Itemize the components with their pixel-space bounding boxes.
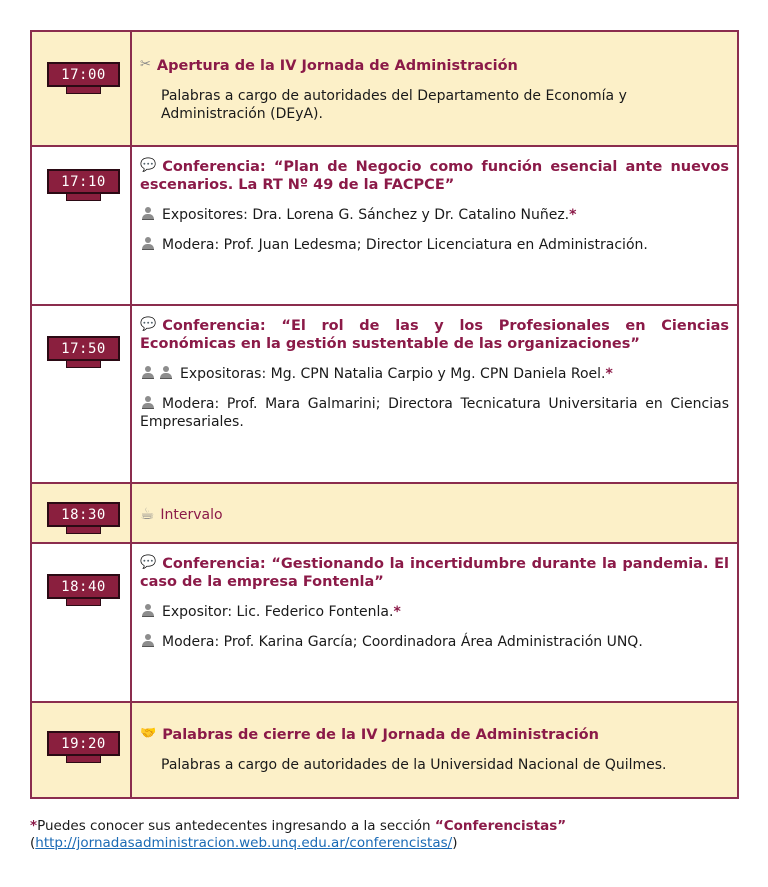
moderator-line: Modera: Prof. Karina García; Coordinadora Área Administración UNQ. (140, 633, 729, 651)
footnote: *Puedes conocer sus antedecentes ingresando a la sección “Conferencistas” (http://jornadasadministracion.web.unq.edu.ar/conferencistas/) (30, 818, 567, 851)
speakers-line: Expositor: Lic. Federico Fontenla.* (140, 603, 729, 621)
time-label: 17:10 (61, 173, 106, 190)
time-cell (31, 483, 131, 543)
session-title: Palabras de cierre de la IV Jornada de Administración (162, 727, 599, 743)
coffee-icon: ☕ (140, 504, 155, 523)
time-cell (31, 146, 131, 305)
speakers-line: Expositoras: Mg. CPN Natalia Carpio y Mg. CPN Daniela Roel.* (140, 365, 729, 383)
clock-display (47, 336, 120, 368)
footnote-text: Puedes conocer sus antedecentes ingresando a la sección (37, 818, 431, 834)
person-icon (140, 396, 156, 409)
clock-display (47, 62, 120, 94)
content-cell (131, 483, 738, 543)
agenda-row (31, 146, 738, 305)
session-description: Palabras a cargo de autoridades del Departamento de Economía y Administración (DEyA). (161, 88, 627, 122)
content-cell (131, 305, 738, 483)
content-cell (131, 543, 738, 702)
section-name: “Conferencistas” (434, 818, 567, 834)
time-label: 18:30 (61, 506, 106, 523)
content-cell (131, 702, 738, 798)
time-label: 17:00 (61, 66, 106, 83)
moderator-line: Modera: Prof. Juan Ledesma; Director Licenciatura en Administración. (140, 236, 729, 254)
session-description: Palabras a cargo de autoridades de la Universidad Nacional de Quilmes. (161, 757, 667, 773)
clock-display (47, 731, 120, 763)
agenda-table (30, 30, 739, 799)
person-icon (140, 634, 156, 647)
clock-display (47, 169, 120, 201)
session-title: Conferencia: “Plan de Negocio como función esencial ante nuevos escenarios. La RT Nº 49 de la FACPCE” (140, 159, 729, 193)
person-icon (140, 366, 156, 379)
session-title: Conferencia: “Gestionando la incertidumbre durante la pandemia. El caso de la empresa Fontenla” (140, 556, 729, 590)
speech-bubble-icon: 💬 (140, 158, 157, 173)
content-cell (131, 31, 738, 146)
agenda-row (31, 483, 738, 543)
clock-display (47, 574, 120, 606)
speakers-line: Expositores: Dra. Lorena G. Sánchez y Dr. Catalino Nuñez.* (140, 206, 729, 224)
agenda-row (31, 543, 738, 702)
asterisk-mark: * (393, 604, 401, 620)
agenda-row (31, 31, 738, 146)
handshake-icon: 🤝 (140, 726, 157, 741)
time-cell (31, 543, 131, 702)
moderator-line: Modera: Prof. Mara Galmarini; Directora Tecnicatura Universitaria en Ciencias Empresariales. (140, 396, 729, 430)
agenda-row (31, 305, 738, 483)
time-label: 17:50 (61, 340, 106, 357)
person-icon (140, 237, 156, 250)
time-cell (31, 702, 131, 798)
conferencistas-link[interactable]: http://jornadasadministracion.web.unq.edu.ar/conferencistas/ (35, 835, 453, 851)
speech-bubble-icon: 💬 (140, 317, 157, 332)
clock-display (47, 502, 120, 534)
asterisk-mark: * (30, 818, 38, 834)
session-title: Conferencia: “El rol de las y los Profesionales en Ciencias Económicas en la gestión sustentable de las organizaciones” (140, 318, 729, 352)
asterisk-mark: * (605, 366, 613, 382)
session-title: Apertura de la IV Jornada de Administración (156, 58, 518, 74)
agenda-row (31, 702, 738, 798)
person-icon (158, 366, 174, 379)
session-title: Intervalo (160, 507, 223, 523)
time-label: 19:20 (61, 735, 106, 752)
time-label: 18:40 (61, 578, 106, 595)
time-cell (31, 305, 131, 483)
time-cell (31, 31, 131, 146)
content-cell (131, 146, 738, 305)
person-icon (140, 604, 156, 617)
tools-icon: ✂ (140, 57, 151, 72)
speech-bubble-icon: 💬 (140, 555, 157, 570)
person-icon (140, 207, 156, 220)
asterisk-mark: * (569, 207, 577, 223)
